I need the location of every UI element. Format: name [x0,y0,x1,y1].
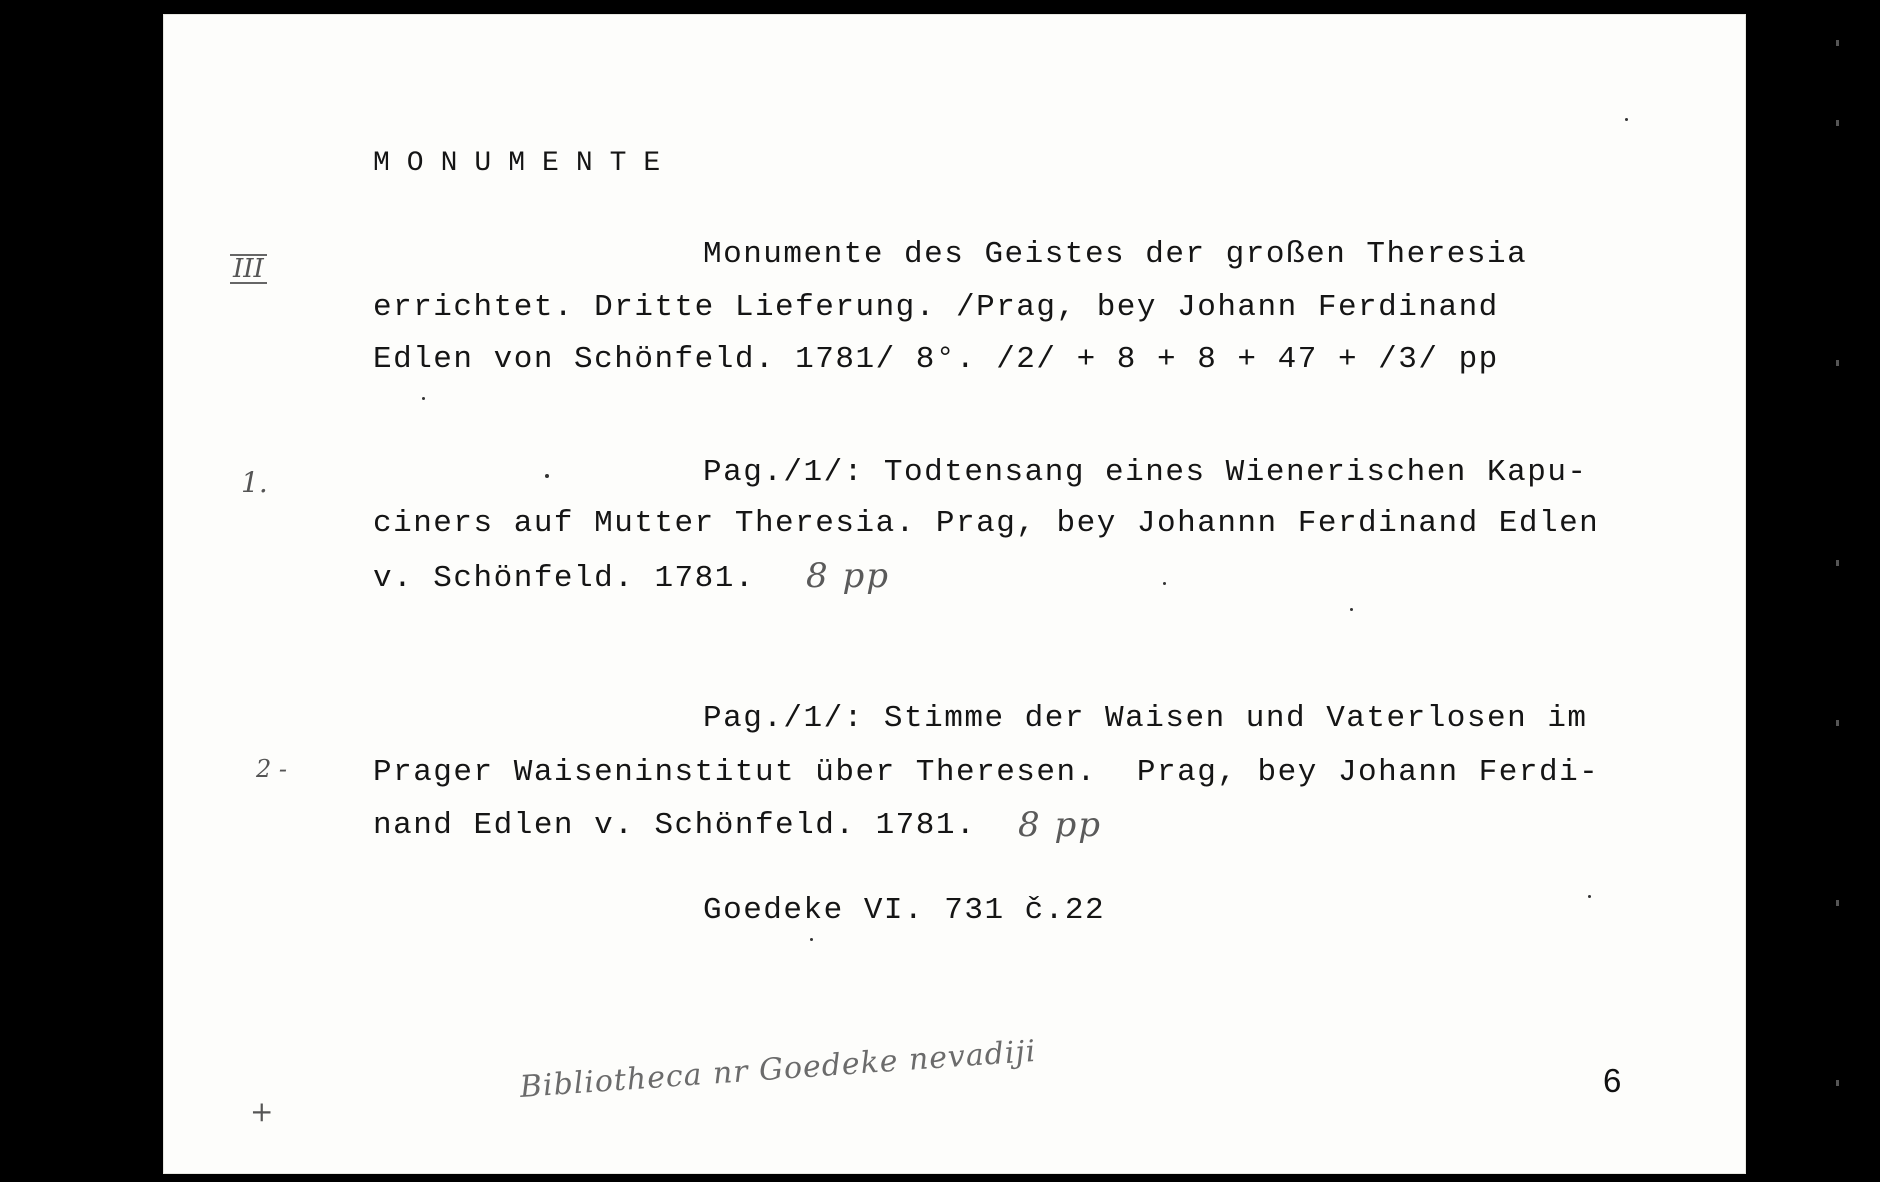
entry2-line2: ciners auf Mutter Theresia. Prag, bey Johannn Ferdinand Edlen [373,506,1600,541]
scan-speck [1350,608,1353,611]
scan-speck [1163,582,1166,585]
goedeke-reference: Goedeke VI. 731 č.22 [703,893,1106,928]
scan-speck [810,938,813,941]
margin-note-roman: III [230,254,267,284]
bottom-pencil-note: Bibliotheca nr Goedeke nevadiji [518,1033,1038,1105]
card-heading: MONUMENTE [373,148,678,179]
margin-note-1: 1. [241,466,268,499]
entry3-line2: Prager Waiseninstitut über Theresen. Prag, bey Johann Ferdi- [373,755,1600,790]
page-number: 6 [1603,1062,1622,1099]
scan-edge-mark [1836,1080,1839,1086]
scan-edge-mark [1836,120,1839,126]
margin-note-plus: + [250,1095,274,1128]
entry1-line1: Monumente des Geistes der großen Theresia [703,237,1528,272]
entry2-handwritten-pages: 8 pp [806,556,890,596]
entry1-line2: errichtet. Dritte Lieferung. /Prag, bey Johann Ferdinand [373,290,1499,325]
scan-speck [1625,118,1628,121]
scan-edge-mark [1836,360,1839,366]
entry1-line3: Edlen von Schönfeld. 1781/ 8°. /2/ + 8 + 8 + 47 + /3/ pp [373,342,1499,377]
entry3-line1: Pag./1/: Stimme der Waisen und Vaterlosen im [703,701,1588,736]
scan-edge-mark [1836,40,1839,46]
entry2-line3: v. Schönfeld. 1781. [373,561,755,596]
scan-speck [545,474,549,478]
scan-edge-mark [1836,720,1839,726]
entry2-line1: Pag./1/: Todtensang eines Wienerischen Kapu- [703,455,1588,490]
scan-edge-mark [1836,900,1839,906]
scan-speck [422,397,425,400]
margin-note-2: 2 - [256,755,288,783]
scan-edge-mark [1836,560,1839,566]
scan-speck [1588,895,1591,898]
entry3-line3: nand Edlen v. Schönfeld. 1781. [373,808,977,843]
entry3-handwritten-pages: 8 pp [1018,805,1102,845]
